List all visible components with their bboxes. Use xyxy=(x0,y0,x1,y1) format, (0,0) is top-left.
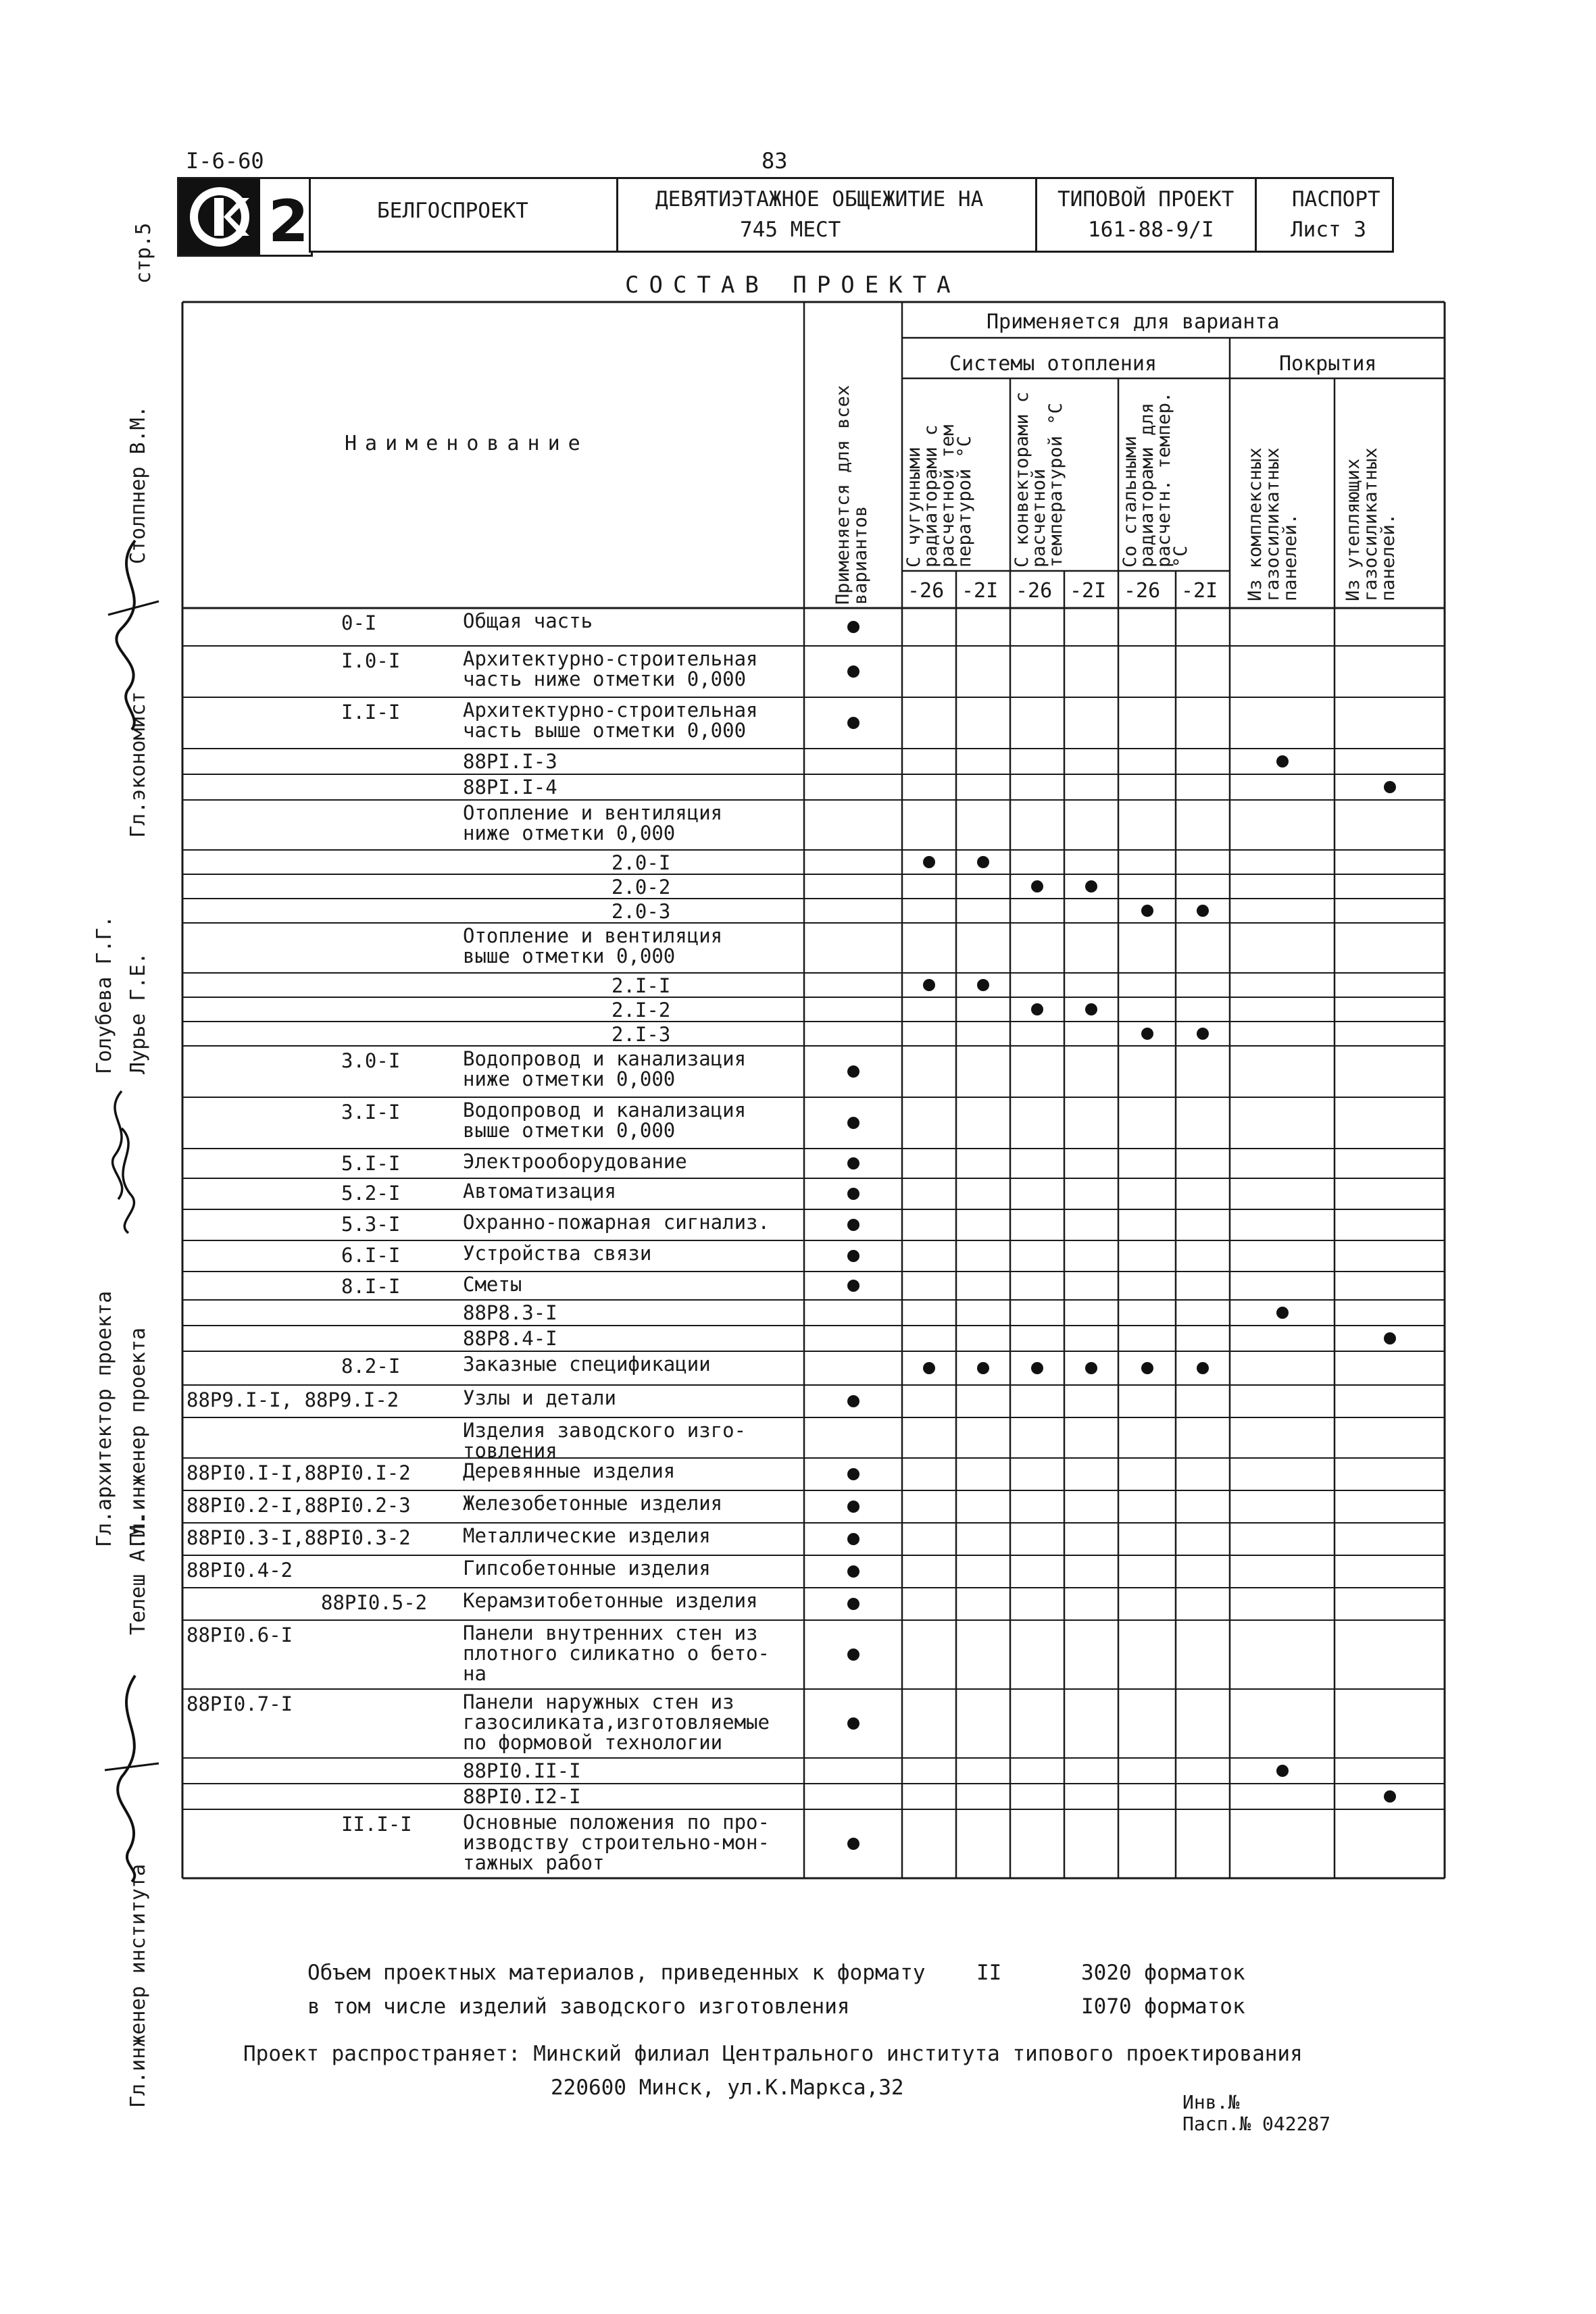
applicability-dot xyxy=(847,1188,859,1200)
applicability-dot xyxy=(1197,1028,1209,1040)
temperature-header: -26 xyxy=(907,579,945,603)
row-name: Водопровод и канализация ниже отметки 0,000 xyxy=(463,1047,747,1090)
row-name: Заказные спецификации xyxy=(463,1353,711,1376)
applicability-dot xyxy=(847,1395,859,1407)
roof-insulating-header: Из утепляющих газосиликатных панелей. xyxy=(1343,436,1399,601)
applicability-dot xyxy=(977,1362,989,1374)
row-name: Отопление и вентиляция выше отметки 0,000 xyxy=(463,924,723,967)
row-code: 8.I-I xyxy=(341,1275,401,1298)
row-name: 2.I-2 xyxy=(612,999,671,1022)
project-title-line2: 745 МЕСТ xyxy=(740,218,841,242)
row-name: Охранно-пожарная сигнализ. xyxy=(463,1211,770,1234)
applicability-dot xyxy=(847,1838,859,1850)
sheet-number: Лист 3 xyxy=(1291,218,1366,242)
row-name: 2.0-I xyxy=(612,851,671,874)
economist-role: Гл.экономист xyxy=(126,691,150,838)
row-code: 5.3-I xyxy=(341,1213,401,1236)
heating-steel-header: Со стальными радиаторами для расчетн. темпер. °С xyxy=(1120,380,1191,568)
row-code: 6.I-I xyxy=(341,1244,401,1267)
applicability-dot xyxy=(1031,1362,1043,1374)
row-name: 88PI0.II-I xyxy=(463,1759,581,1782)
roof-complex-header: Из комплексных газосиликатных панелей. xyxy=(1245,436,1301,601)
row-name: 88PI.I-4 xyxy=(463,776,557,799)
applicability-dot xyxy=(977,979,989,991)
table-caption: СОСТАВ ПРОЕКТА xyxy=(625,272,961,299)
row-name: Водопровод и канализация выше отметки 0,000 xyxy=(463,1099,747,1142)
page-number: 83 xyxy=(762,148,788,174)
row-code: 88PI0.6-I xyxy=(186,1624,293,1646)
applicability-dot xyxy=(923,979,935,991)
row-code: 88PI0.4-2 xyxy=(186,1559,293,1582)
row-name: Сметы xyxy=(463,1273,522,1296)
row-name: Отопление и вентиляция ниже отметки 0,000 xyxy=(463,801,723,845)
row-name: Архитектурно-строительная часть ниже отметки 0,000 xyxy=(463,647,758,690)
applicability-dot xyxy=(1276,1765,1289,1777)
row-code: I.0-I xyxy=(341,649,401,672)
row-name: Панели наружных стен из газосиликата,изготовляемые по формовой технологии xyxy=(463,1690,770,1754)
row-code: 88P9.I-I, 88P9.I-2 xyxy=(186,1388,399,1411)
project-type: ТИПОВОЙ ПРОЕКТ xyxy=(1057,187,1235,211)
column-all-header: Применяется для всех вариантов xyxy=(832,374,871,605)
applicability-dot xyxy=(847,1117,859,1129)
row-code: 3.0-I xyxy=(341,1049,401,1072)
applicability-dot xyxy=(847,1501,859,1513)
row-name: Архитектурно-строительная часть выше отметки 0,000 xyxy=(463,699,758,742)
row-code: 5.2-I xyxy=(341,1182,401,1205)
applicability-dot xyxy=(847,1280,859,1292)
passport-number: Пасп.№ 042287 xyxy=(1182,2113,1331,2135)
row-code: 5.I-I xyxy=(341,1152,401,1175)
svg-text:2: 2 xyxy=(268,188,309,255)
applicability-dot xyxy=(1276,755,1289,768)
applicability-dot xyxy=(977,856,989,868)
row-name: 2.I-3 xyxy=(612,1023,671,1046)
row-name: Гипсобетонные изделия xyxy=(463,1557,711,1580)
volume-value: 3020 форматок xyxy=(1081,1961,1245,1985)
org-name: БЕЛГОСПРОЕКТ xyxy=(377,199,528,223)
row-name: 88P8.3-I xyxy=(463,1301,557,1324)
page-ref: стр.5 xyxy=(132,222,155,284)
distributor-address: 220600 Минск, ул.К.Маркса,32 xyxy=(551,2076,904,2100)
project-title-line1: ДЕВЯТИЭТАЖНОЕ ОБЩЕЖИТИЕ НА xyxy=(655,187,984,211)
heating-group-header: Системы отопления xyxy=(949,352,1157,376)
factory-value: I070 форматок xyxy=(1081,1994,1245,2019)
inventory-number: Инв.№ xyxy=(1182,2091,1240,2113)
applicability-dot xyxy=(847,1649,859,1661)
row-name: 2.0-2 xyxy=(612,876,671,899)
factory-text: в том числе изделий заводского изготовления xyxy=(307,1994,850,2019)
economist-name: Столпнер В.М. xyxy=(126,405,150,564)
row-name: 2.0-3 xyxy=(612,900,671,923)
heating-convector-header: С конвекторами с расчетной температурой °С xyxy=(1012,380,1066,568)
sheet-series: I-6-60 xyxy=(186,148,264,174)
applicability-dot xyxy=(847,1157,859,1169)
distributor: Проект распространяет: Минский филиал Центрального института типового проектирования xyxy=(243,2042,1303,2066)
applicability-dot xyxy=(1197,1362,1209,1374)
applicability-dot xyxy=(1141,1362,1153,1374)
roof-group-header: Покрытия xyxy=(1279,352,1377,376)
applicability-dot xyxy=(923,1362,935,1374)
engineer-role: Гл.инженер проекта xyxy=(126,1327,150,1547)
applicability-dot xyxy=(1141,905,1153,917)
row-code: 88PI0.3-I,88PI0.3-2 xyxy=(186,1526,411,1549)
applicability-dot xyxy=(1384,781,1396,793)
temperature-header: -26 xyxy=(1016,579,1053,603)
row-name: 88PI0.I2-I xyxy=(463,1785,581,1808)
applicability-dot xyxy=(1085,880,1097,892)
applicability-dot xyxy=(1085,1003,1097,1015)
row-code: 8.2-I xyxy=(341,1355,401,1378)
row-name: Автоматизация xyxy=(463,1180,616,1203)
row-name: Керамзитобетонные изделия xyxy=(463,1589,758,1612)
row-code: 0-I xyxy=(341,611,377,634)
row-code: 88PI0.2-I,88PI0.2-3 xyxy=(186,1494,411,1517)
doc-type: ПАСПОРТ xyxy=(1292,187,1380,211)
applicability-dot xyxy=(1197,905,1209,917)
row-name: Деревянные изделия xyxy=(463,1459,676,1482)
applicability-dot xyxy=(847,1250,859,1262)
institute-engineer-name: Телеш А.М. xyxy=(126,1513,150,1635)
applicability-dot xyxy=(1085,1362,1097,1374)
row-name: Железобетонные изделия xyxy=(463,1492,723,1515)
temperature-header: -2I xyxy=(1070,579,1107,603)
applicability-dot xyxy=(1384,1332,1396,1344)
row-name: Узлы и детали xyxy=(463,1386,616,1409)
row-name: Устройства связи xyxy=(463,1242,652,1265)
row-code: 88PI0.I-I,88PI0.I-2 xyxy=(186,1461,411,1484)
applicability-dot xyxy=(847,1565,859,1578)
row-code: I.I-I xyxy=(341,701,401,724)
row-name: Общая часть xyxy=(463,609,593,632)
applicability-dot xyxy=(847,1468,859,1480)
architect-name: Голубева Г.Г. xyxy=(93,915,116,1074)
row-code: 3.I-I xyxy=(341,1101,401,1124)
column-variant-header: Применяется для варианта xyxy=(987,310,1280,334)
row-name: Изделия заводского изго- товления xyxy=(463,1419,747,1462)
engineer-name: Лурье Г.Е. xyxy=(126,952,150,1074)
temperature-header: -26 xyxy=(1124,579,1161,603)
row-name: Основные положения по про- изводству строительно-мон- тажных работ xyxy=(463,1811,770,1874)
applicability-dot xyxy=(923,856,935,868)
project-code: 161-88-9/I xyxy=(1088,218,1214,242)
applicability-dot xyxy=(847,717,859,729)
institute-engineer-role: Гл.инженер института xyxy=(126,1863,150,2108)
applicability-dot xyxy=(847,1533,859,1545)
applicability-dot xyxy=(847,665,859,678)
architect-role: Гл.архитектор проекта xyxy=(93,1290,116,1547)
applicability-dot xyxy=(1031,1003,1043,1015)
applicability-dot xyxy=(847,1717,859,1730)
applicability-dot xyxy=(1031,880,1043,892)
temperature-header: -2I xyxy=(1181,579,1218,603)
row-name: 88PI.I-3 xyxy=(463,750,557,773)
applicability-dot xyxy=(1384,1790,1396,1803)
row-name: Металлические изделия xyxy=(463,1524,711,1547)
row-name: Электрооборудование xyxy=(463,1150,687,1173)
column-name-header: Наименование xyxy=(345,432,589,455)
applicability-dot xyxy=(1141,1028,1153,1040)
row-name: 2.I-I xyxy=(612,974,671,997)
heating-cast-iron-header: С чугунными радиаторами с расчетной тем пературой °С xyxy=(903,413,975,568)
row-code: 88PI0.7-I xyxy=(186,1692,293,1715)
row-code: 88PI0.5-2 xyxy=(321,1591,428,1614)
row-name: 88P8.4-I xyxy=(463,1327,557,1350)
applicability-dot xyxy=(1276,1307,1289,1319)
volume-text: Объем проектных материалов, приведенных к формату xyxy=(307,1961,926,1985)
applicability-dot xyxy=(847,621,859,633)
row-code: II.I-I xyxy=(341,1813,412,1836)
format-label: II xyxy=(976,1961,1002,1985)
row-name: Панели внутренних стен из плотного силикатно о бето- на xyxy=(463,1621,770,1685)
applicability-dot xyxy=(847,1065,859,1078)
applicability-dot xyxy=(847,1219,859,1231)
applicability-dot xyxy=(847,1598,859,1610)
temperature-header: -2I xyxy=(962,579,999,603)
